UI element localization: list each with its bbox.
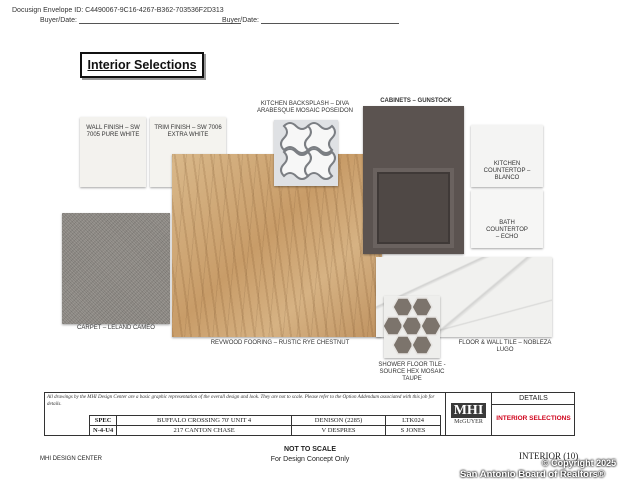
phase-label: N-4-U4 — [90, 426, 117, 436]
logo-subtitle: McGUYER — [454, 419, 483, 425]
disclaimer: All drawings by the MHI Design Center are a basic graphic representation of the overall design and look. They are not to scale. Please refer to the Option Addendum associated with this job for details. — [47, 395, 435, 407]
buyer-date-line-2 — [222, 17, 399, 24]
flooring-label: REVWOOD FOORING – RUSTIC RYE CHESTNUT — [210, 340, 350, 346]
cabinet-door-panel — [373, 168, 454, 248]
arabesque-pattern — [274, 120, 338, 186]
buyer-date-label: Buyer/Date: — [222, 17, 259, 24]
job-info-table — [89, 415, 441, 436]
table-row — [90, 416, 441, 426]
table-row — [90, 426, 441, 436]
buyer-date-line-1 — [40, 17, 241, 24]
hex-mosaic-pattern — [384, 296, 440, 358]
floor-wall-tile-label: FLOOR & WALL TILE – NOBLEZA LUGO — [458, 340, 552, 353]
designer-cell: V DESPRES — [291, 426, 385, 436]
copyright-watermark: © Copyright 2025 — [542, 458, 617, 468]
details-heading: DETAILS — [492, 393, 575, 405]
page-title: Interior Selections — [87, 58, 197, 72]
bath-countertop-label: BATH COUNTERTOP – ECHO — [486, 220, 528, 240]
not-to-scale: NOT TO SCALE — [284, 446, 336, 453]
design-concept-note: For Design Concept Only — [270, 456, 350, 463]
kitchen-countertop-label: KITCHEN COUNTERTOP – BLANCO — [483, 161, 531, 181]
info-block — [44, 392, 575, 436]
cabinet-door-swatch — [363, 106, 464, 254]
bath-countertop-swatch — [471, 190, 543, 248]
shower-floor-swatch — [384, 296, 440, 358]
logo-mark: MHI — [451, 403, 487, 418]
page-label: INTERIOR (10) — [519, 451, 579, 461]
community-cell: BUFFALO CROSSING 70' UNIT 4 — [117, 416, 292, 426]
shower-floor-label: SHOWER FLOOR TILE - SOURCE HEX MOSAIC TAUPE — [378, 362, 446, 382]
cabinets-label: CABINETS – GUNSTOCK — [380, 98, 452, 104]
plan-cell: DENISON (2285) — [291, 416, 385, 426]
rep-cell: S JONES — [386, 426, 441, 436]
docusign-envelope-id: Docusign Envelope ID: C4490067-9C16-4267-B362-703536F2D313 — [12, 7, 224, 14]
spec-label: SPEC — [90, 416, 117, 426]
design-center-label: MHI DESIGN CENTER — [40, 456, 103, 462]
carpet-swatch — [62, 213, 170, 324]
address-cell: 217 CANTON CHASE — [117, 426, 292, 436]
wall-finish-label: WALL FINISH – SW 7005 PURE WHITE — [86, 125, 140, 138]
details-value: INTERIOR SELECTIONS — [496, 415, 571, 422]
backsplash-swatch — [274, 120, 338, 186]
trim-finish-label: TRIM FINISH – SW 7006 EXTRA WHITE — [154, 125, 222, 138]
signature-line — [261, 23, 399, 24]
carpet-label: CARPET – LELAND CAMEO — [77, 325, 155, 331]
backsplash-label: KITCHEN BACKSPLASH – DIVA ARABESQUE MOSAIC POSEIDON — [256, 101, 354, 114]
mhi-logo — [445, 393, 491, 435]
signature-line — [79, 23, 241, 24]
buyer-date-label: Buyer/Date: — [40, 17, 77, 24]
kitchen-countertop-swatch — [471, 125, 543, 187]
wall-finish-swatch — [80, 117, 146, 187]
lot-cell: LTK024 — [386, 416, 441, 426]
board-watermark: San Antonio Board of Realtors® — [460, 469, 605, 480]
details-cell — [491, 393, 575, 435]
page-title-box — [80, 52, 204, 78]
